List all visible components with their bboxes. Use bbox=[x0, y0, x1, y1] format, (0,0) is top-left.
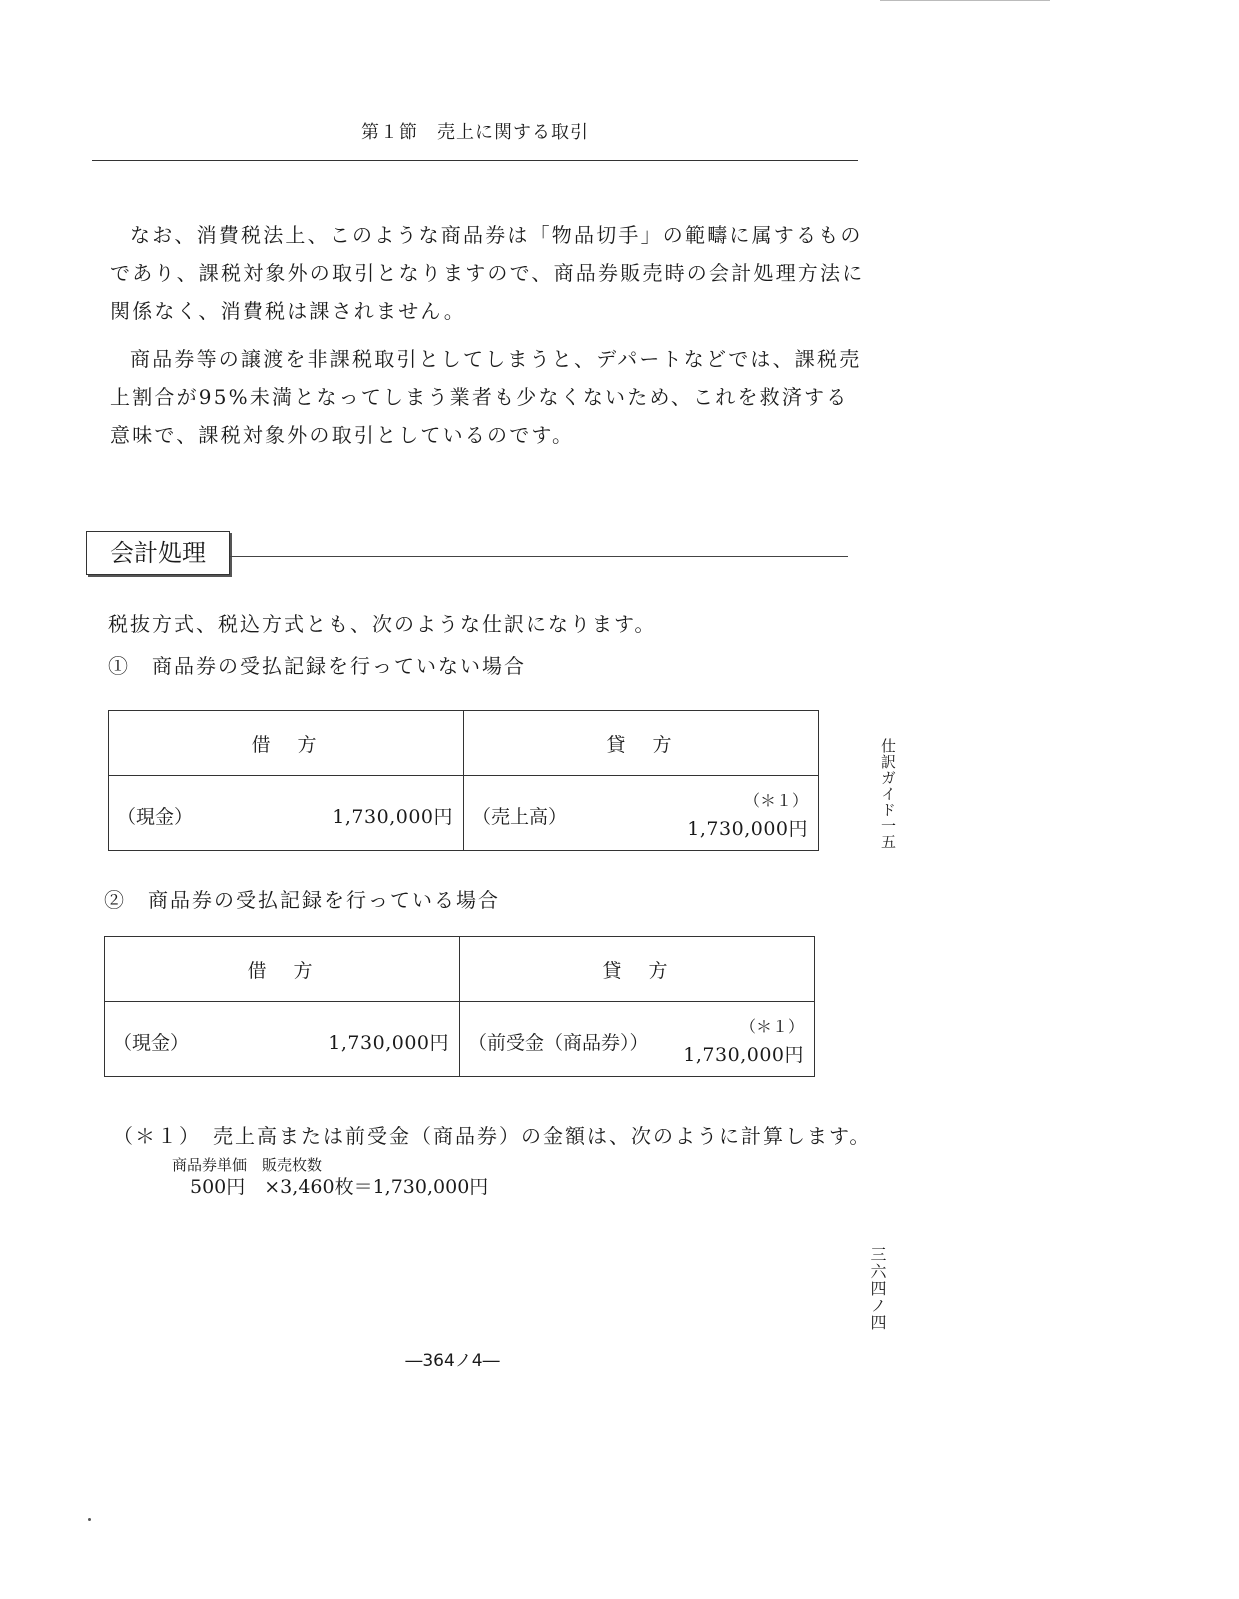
case-1-heading: ① 商品券の受払記録を行っていない場合 bbox=[108, 654, 526, 678]
credit-amount: 1,730,000円 bbox=[687, 818, 808, 840]
debit-header: 借 方 bbox=[105, 937, 460, 1002]
paragraph-1: なお、消費税法上、このような商品券は「物品切手」の範疇に属するものであり、課税対象外の取引となりますので、商品券販売時の会計処理方法に関係なく、消費税は課されません。 bbox=[110, 223, 865, 323]
credit-account: （前受金（商品券）） bbox=[468, 1032, 649, 1054]
credit-cell bbox=[460, 1002, 815, 1077]
journal-table-2 bbox=[104, 936, 815, 1077]
debit-amount: 1,730,000円 bbox=[332, 806, 453, 828]
debit-cell bbox=[109, 776, 464, 851]
case-2-heading: ② 商品券の受払記録を行っている場合 bbox=[104, 888, 500, 912]
header-divider bbox=[92, 160, 858, 161]
credit-amount: 1,730,000円 bbox=[683, 1044, 804, 1066]
credit-note: （＊１） bbox=[743, 791, 808, 810]
credit-cell bbox=[464, 776, 819, 851]
calc-formula: 500円 ×3,460枚＝1,730,000円 bbox=[190, 1176, 489, 1198]
debit-header: 借 方 bbox=[109, 711, 464, 776]
page-number: ―364ノ4― bbox=[405, 1351, 500, 1371]
debit-account: （現金） bbox=[117, 806, 194, 828]
side-page-number: 三六四ノ四 bbox=[868, 1246, 887, 1331]
debit-amount: 1,730,000円 bbox=[328, 1032, 449, 1054]
page-header: 第１節 売上に関する取引 bbox=[361, 122, 589, 143]
debit-account: （現金） bbox=[113, 1032, 190, 1054]
debit-cell bbox=[105, 1002, 460, 1077]
credit-note: （＊１） bbox=[739, 1017, 804, 1036]
credit-header: 貸 方 bbox=[460, 937, 815, 1002]
credit-header: 貸 方 bbox=[464, 711, 819, 776]
calc-labels: 商品券単価 販売枚数 bbox=[172, 1156, 323, 1174]
journal-table-1 bbox=[108, 710, 819, 851]
scan-speck bbox=[88, 1518, 91, 1521]
section-divider bbox=[230, 556, 848, 557]
credit-account: （売上高） bbox=[472, 806, 568, 828]
section-title: 会計処理 bbox=[86, 531, 230, 575]
section-intro: 税抜方式、税込方式とも、次のような仕訳になります。 bbox=[108, 612, 657, 636]
footnote: （＊１） 売上高または前受金（商品券）の金額は、次のように計算します。 bbox=[113, 1124, 872, 1148]
paragraph-2: 商品券等の譲渡を非課税取引としてしまうと、デパートなどでは、課税売上割合が95%未満となってしまう業者も少なくないため、これを救済する意味で、課税対象外の取引としているのです。 bbox=[110, 347, 862, 447]
top-edge-rule bbox=[880, 0, 1050, 1]
side-label: 仕訳ガイド一五 bbox=[879, 738, 897, 850]
